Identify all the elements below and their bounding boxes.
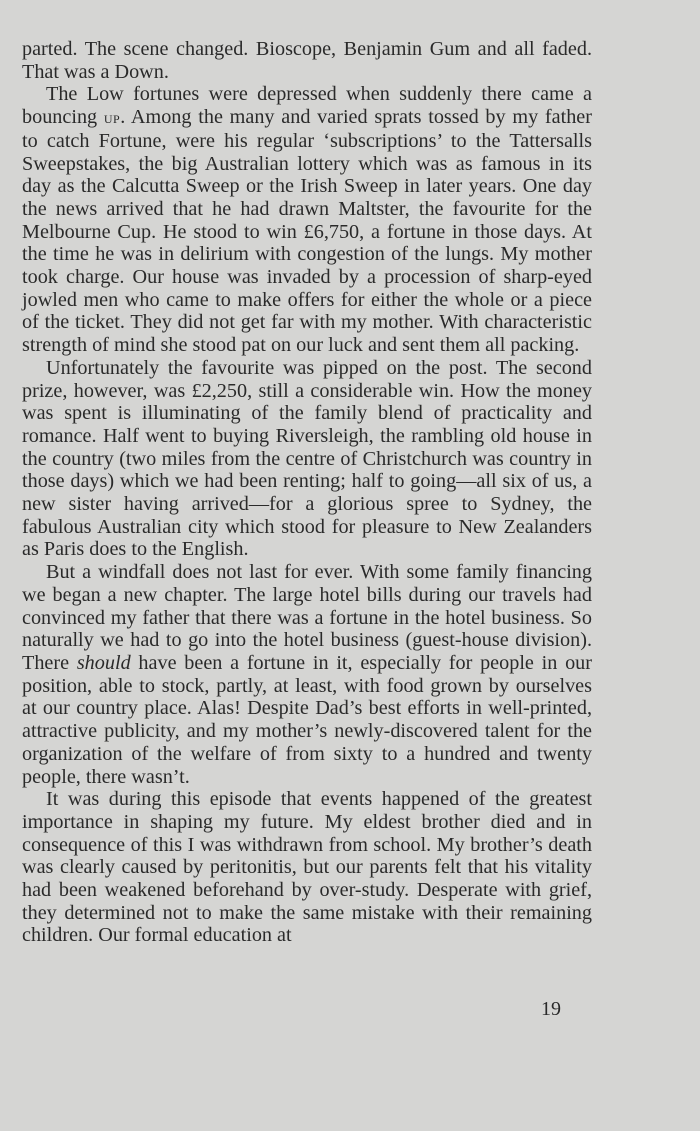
paragraph-2	[22, 83, 592, 356]
paragraph-1	[22, 38, 592, 83]
paragraph-3-text: Unfortunately the favourite was pipped on the post. The second prize, however, was £2,250, still a considerable win. How the money was spent is illuminating of the family blend of practicality and romance. Half went to buying Riversleigh, the rambling old house in the country (two miles from the centre of Christchurch was country in those days) which we had been renting; half to going—all six of us, a new sister having arrived—for a glorious spree to Sydney, the fabulous Australian city which stood for pleasure to New Zealanders as Paris does to the English.	[22, 356, 592, 561]
paragraph-4-text-a: But a windfall does not last for ever. With some family financing we began a new chapter. The large hotel bills during our travels had convinced my father that there was a fortune in the hotel business. So naturally we had to go into the hotel business (guest-house division). There	[22, 561, 592, 674]
paragraph-2-text-a: The Low fortunes were depressed when suddenly there came a bouncing	[22, 83, 592, 129]
paragraph-3	[22, 357, 592, 561]
paragraph-1-text: parted. The scene changed. Bioscope, Benjamin Gum and all faded. That was a Down.	[22, 38, 592, 83]
paragraph-2-text-b: . Among the many and varied sprats tossed by my father to catch Fortune, were his regular ‘subscriptions’ to the Tattersalls Sweepstakes, the big Australian lottery which was as famous in its day as the Calcutta Sweep or the Irish Sweep in later years. One day the news arrived that he had drawn Maltster, the favourite for the Melbourne Cup. He stood to win £6,750, a fortune in those days. At the time he was in delirium with congestion of the lungs. My mother took charge. Our house was invaded by a procession of sharp-eyed jowled men who came to make offers for either the whole or a piece of the ticket. They did not get far with my mother. With characteristic strength of mind she stood pat on our luck and sent them all packing.	[22, 106, 592, 357]
page-number: 19	[541, 998, 561, 1020]
page-body	[22, 38, 592, 947]
paragraph-5-text: It was during this episode that events happened of the greatest importance in shaping my future. My eldest brother died and in consequence of this I was withdrawn from school. My brother’s death was clearly caused by peritonitis, but our parents felt that his vitality had been weakened beforehand by over-study. Desperate with grief, they determined not to make the same mistake with their remaining children. Our formal education at	[22, 788, 592, 947]
paragraph-5	[22, 788, 592, 947]
paragraph-4-italic-should: should	[76, 651, 131, 674]
paragraph-4-text-b: have been a fortune in it, especially for people in our position, able to stock, partly, at least, with food grown by ourselves at our country place. Alas! Despite Dad’s best efforts in well-printed, attractive publicity, and my mother’s newly-discovered talent for the organization of the welfare of from sixty to a hundred and twenty people, there wasn’t.	[22, 651, 592, 788]
paragraph-4	[22, 561, 592, 788]
paragraph-2-smallcaps-up: up	[103, 108, 121, 128]
